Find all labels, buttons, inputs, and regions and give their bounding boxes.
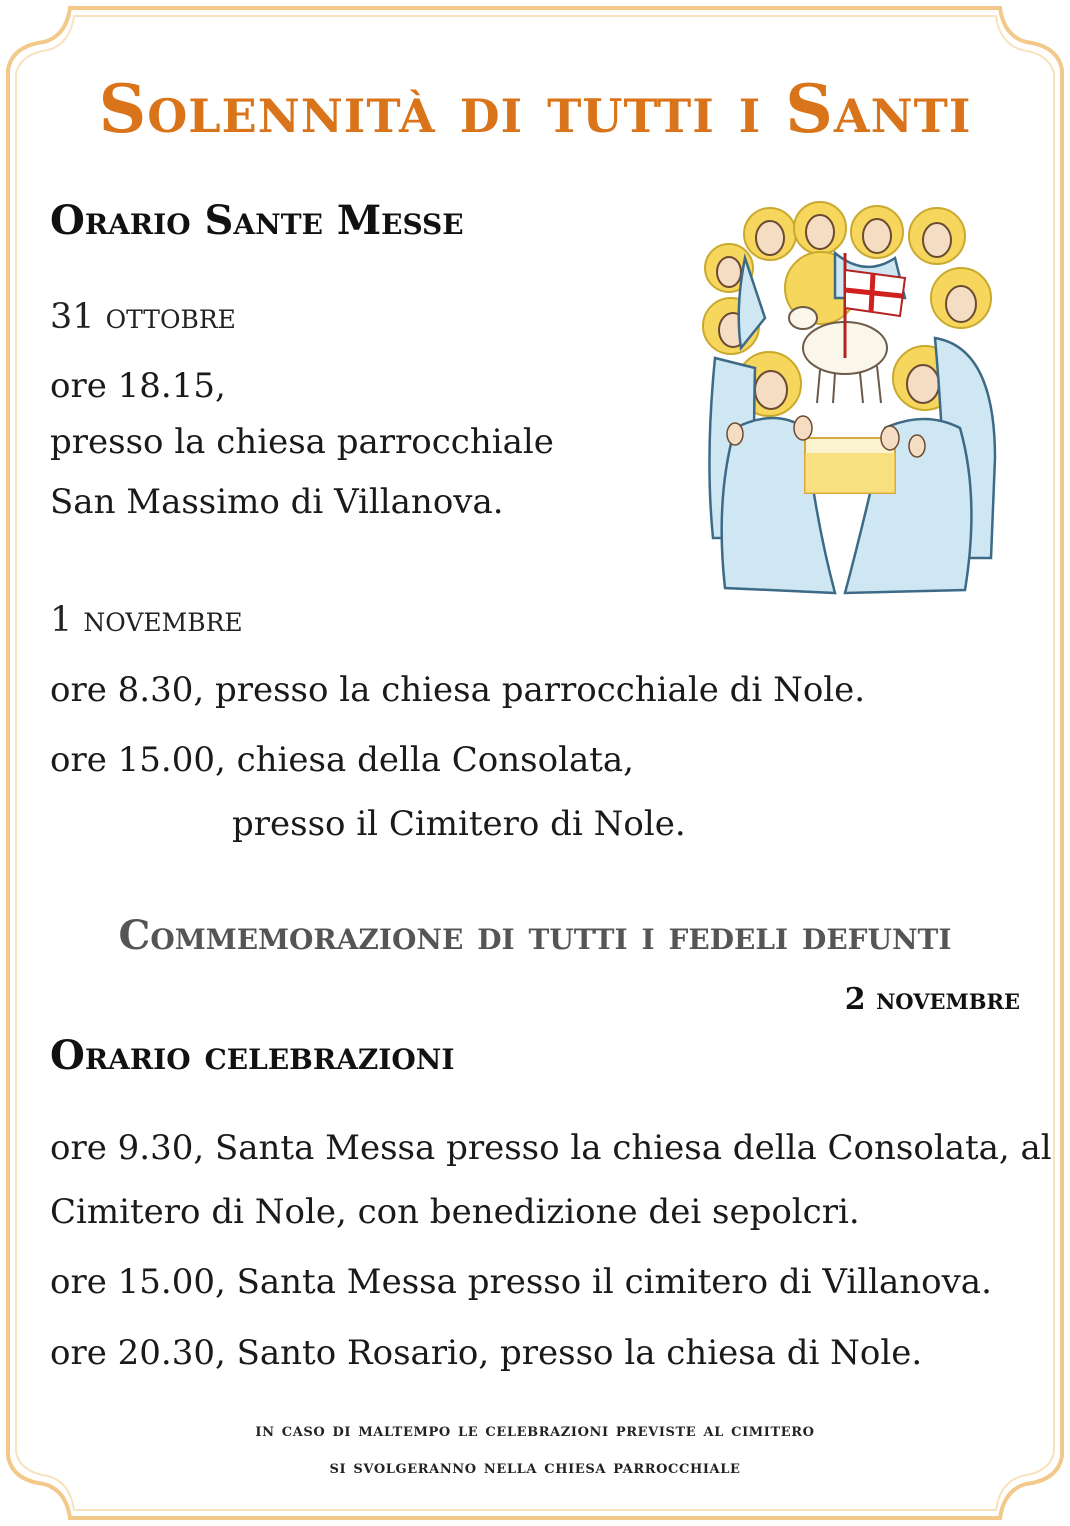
page-title: Solennità di tutti i Santi [98, 70, 972, 148]
schedule-line: ore 8.30, presso la chiesa parrocchiale di Nole. [50, 670, 866, 710]
date-31-october: 31 ottobre [50, 297, 236, 337]
schedule-line: presso il Cimitero di Nole. [232, 804, 686, 844]
schedule-line: ore 15.00, chiesa della Consolata, [50, 740, 634, 780]
saints-lamb-illustration [695, 198, 1005, 603]
section-heading-celebrations: Orario celebrazioni [50, 1032, 455, 1079]
section-heading-masses: Orario Sante Messe [50, 197, 464, 244]
celebration-line: ore 20.30, Santo Rosario, presso la chiesa di Nole. [50, 1333, 923, 1373]
celebration-line: ore 15.00, Santa Messa presso il cimitero di Villanova. [50, 1262, 992, 1302]
date-1-november: 1 novembre [50, 600, 243, 640]
date-2-november: 2 novembre [844, 982, 1020, 1017]
weather-note-line: si svolgeranno nella chiesa parrocchiale [329, 1456, 741, 1478]
celebration-line: ore 9.30, Santa Messa presso la chiesa della Consolata, al [50, 1128, 1052, 1168]
schedule-line: presso la chiesa parrocchiale [50, 422, 554, 462]
section-heading-commemoration: Commemorazione di tutti i fedeli defunti [118, 912, 952, 959]
weather-note-line: in caso di maltempo le celebrazioni previste al cimitero [255, 1419, 815, 1441]
schedule-line: San Massimo di Villanova. [50, 482, 504, 522]
schedule-line: ore 18.15, [50, 366, 226, 406]
celebration-line: Cimitero di Nole, con benedizione dei sepolcri. [50, 1192, 860, 1232]
